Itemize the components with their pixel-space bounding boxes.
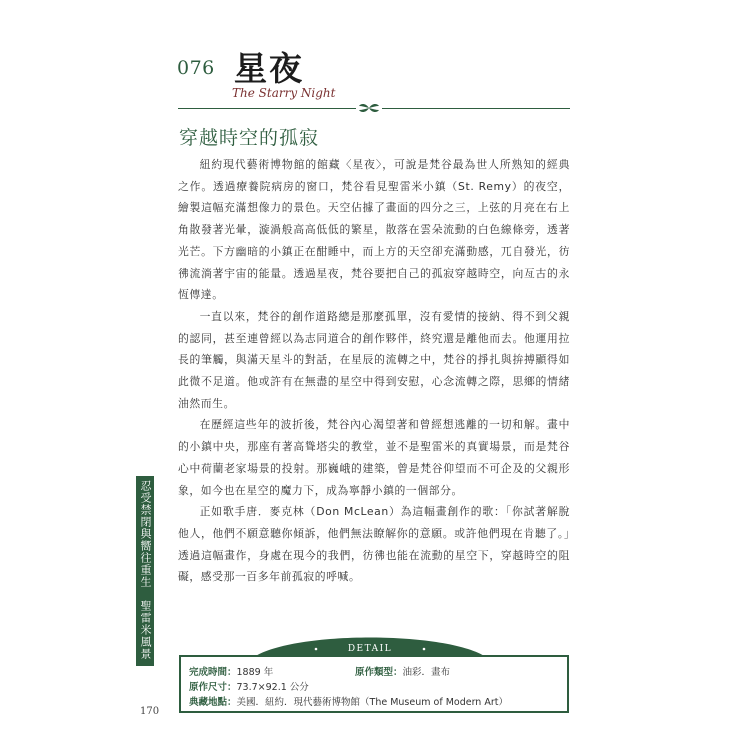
paragraph: 一直以來，梵谷的創作道路總是那麼孤單，沒有愛情的接納、得不到父親的認同，甚至連曾經以為志同道合的創作夥伴，終究還是離他而去。他運用拉長的筆觸，與滿天星斗的對話，在星辰的流轉之中，梵谷的掙扎與拚搏顯得如此微不足道。他或許有在無盡的星空中得到安慰，心念流轉之際，思鄉的情緒油然而生。 bbox=[178, 309, 570, 410]
english-subtitle: The Starry Night bbox=[232, 86, 336, 100]
article-body bbox=[178, 154, 570, 588]
paragraph: 紐約現代藝術博物館的館藏〈星夜〉，可說是梵谷最為世人所熟知的經典之作。透過療養院病房的窗口，梵谷看見聖雷米小鎮（St. Remy）的夜空，繪製這幅充滿想像力的景色。天空佔據了畫面的四分之三，上弦的月亮在右上角散發著光暈，漩渦般高高低低的繁星，散落在雲朵流動的白色線條旁，透著光芒。下方幽暗的小鎮正在酣睡中，而上方的天空卻充滿動感，兀自發光，彷彿流淌著宇宙的能量。透過星夜，梵谷要把自己的孤寂穿越時空，向亙古的永恆傳達。 bbox=[178, 158, 570, 302]
location-value: 美國．紐約．現代藝術博物館（The Museum of Modern Art） bbox=[236, 697, 508, 708]
paragraph: 在歷經這些年的波折後，梵谷內心渴望著和曾經想逃離的一切和解。畫中的小鎮中央，那座有著高聳塔尖的教堂，並不是聖雷米的真實場景，而是梵谷心中荷蘭老家場景的投射。那巍峨的建築，曾是梵谷仰望而不可企及的父親形象，如今也在星空的魔力下，成為寧靜小鎮的一個部分。 bbox=[178, 418, 570, 497]
side-tab-chapter: 忍受禁閉與嚮往重生 bbox=[139, 480, 152, 588]
completed-value: 1889 年 bbox=[236, 667, 274, 678]
type-row bbox=[355, 664, 450, 678]
page-title: 星夜 bbox=[234, 49, 304, 88]
chapter-number: 076 bbox=[177, 57, 215, 79]
type-label: 原作類型： bbox=[355, 667, 403, 678]
completed-label: 完成時間： bbox=[189, 667, 237, 678]
leaf-ornament-icon bbox=[356, 101, 382, 115]
completed-row bbox=[189, 664, 273, 678]
size-label: 原作尺寸： bbox=[189, 682, 237, 693]
size-value: 73.7×92.1 公分 bbox=[236, 682, 309, 693]
type-value: 油彩．畫布 bbox=[402, 667, 451, 678]
page-number: 170 bbox=[140, 706, 160, 717]
chapter-side-tab bbox=[136, 476, 154, 666]
side-tab-place: 聖雷米風景 bbox=[139, 600, 152, 660]
location-label: 典藏地點： bbox=[189, 697, 237, 708]
size-row bbox=[189, 679, 309, 693]
detail-label: DETAIL bbox=[347, 644, 393, 654]
paragraph: 正如歌手唐．麥克林（Don McLean）為這幅畫創作的歌：「你試著解脫他人，他們不願意聽你傾訴，他們無法瞭解你的意願。或許他們現在肯聽了。」透過這幅畫作，身處在現今的我們，彷彿也能在流動的星空下，穿越時空的阻礙，感受那一百多年前孤寂的呼喊。 bbox=[178, 505, 570, 584]
detail-box bbox=[179, 655, 569, 713]
location-row bbox=[189, 694, 508, 708]
section-heading: 穿越時空的孤寂 bbox=[179, 127, 320, 149]
